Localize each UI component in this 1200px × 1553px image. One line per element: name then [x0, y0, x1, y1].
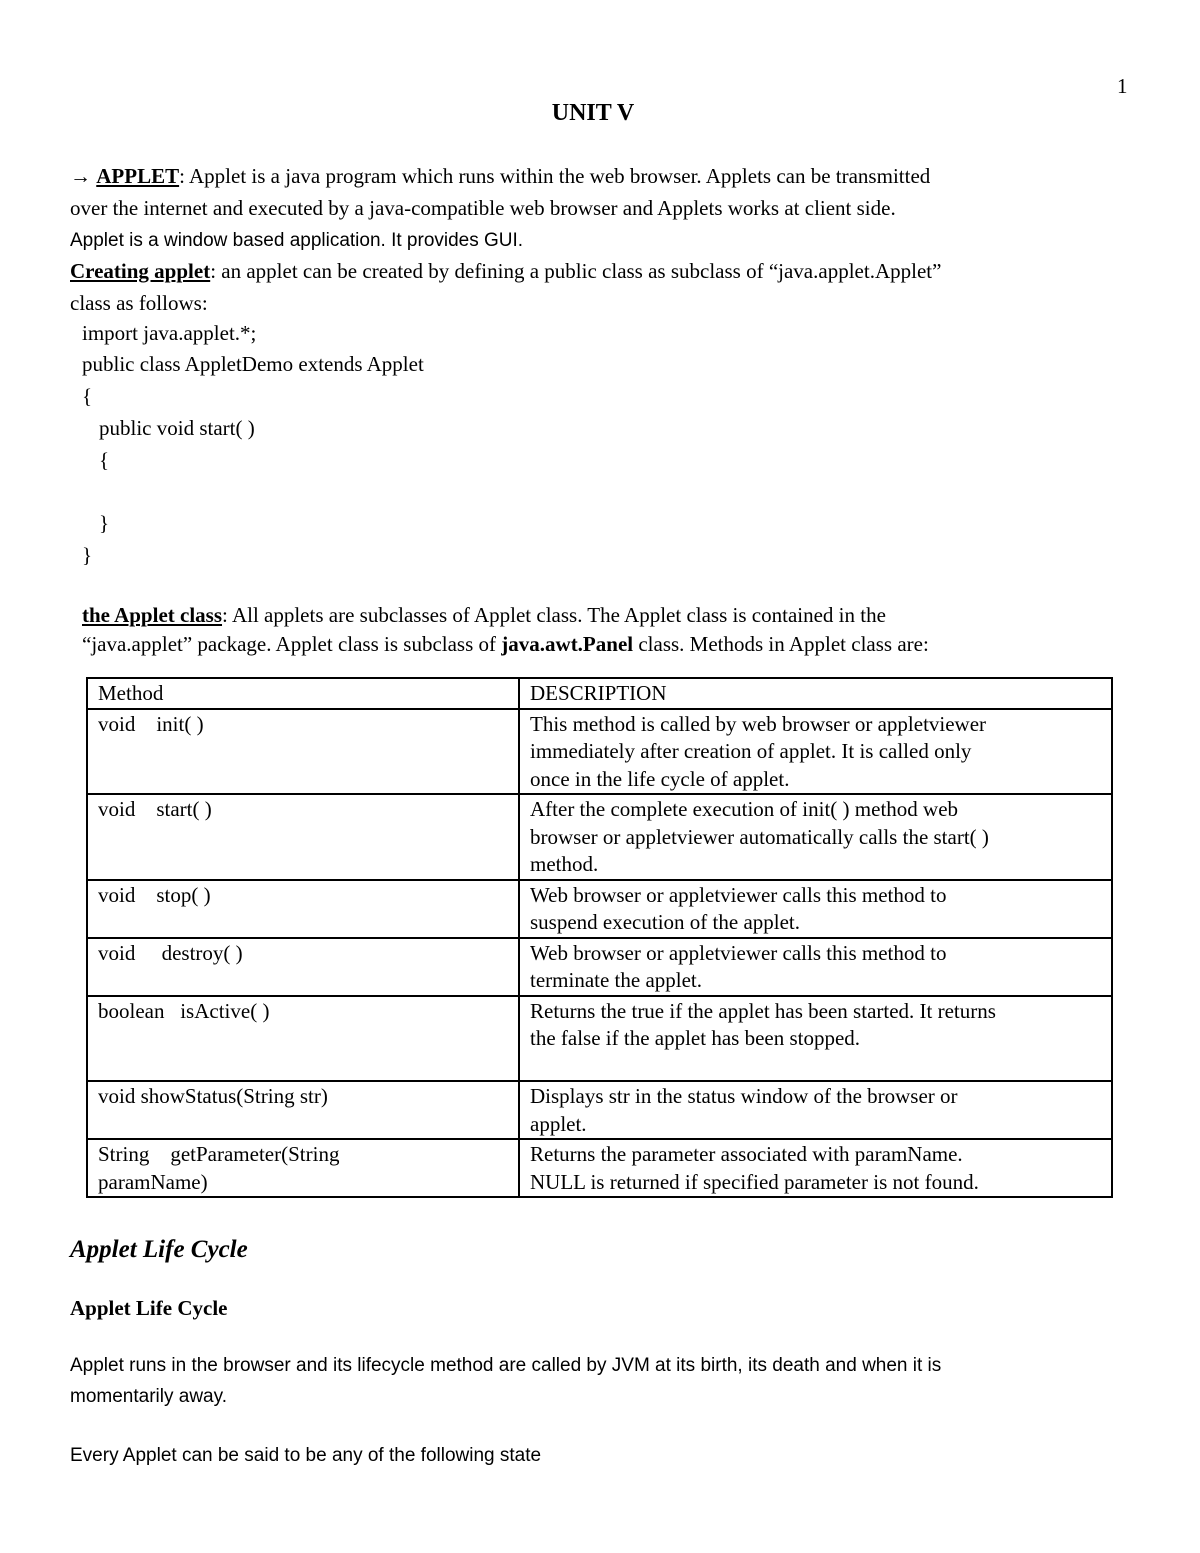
method-cell-line: void start( ): [98, 797, 212, 821]
description-cell-line: applet.: [530, 1111, 587, 1136]
method-cell: [87, 938, 519, 996]
table-row: [87, 996, 1112, 1082]
description-cell: [519, 996, 1112, 1082]
code-line: public class AppletDemo extends Applet: [82, 352, 424, 376]
description-cell-line: NULL is returned if specified parameter is not found.: [530, 1169, 979, 1194]
method-cell-line: paramName): [98, 1169, 208, 1194]
description-cell-line: immediately after creation of applet. It is called only: [530, 739, 972, 763]
lifecycle-line-1: Applet runs in the browser and its lifecycle method are called by JVM at its birth, its death and when it is: [70, 1355, 942, 1376]
states-intro: Every Applet can be said to be any of the following state: [70, 1445, 542, 1466]
code-line: {: [82, 384, 93, 408]
creating-applet-text: : an applet can be created by defining a public class as subclass of “java.applet.Applet”: [210, 259, 942, 283]
code-line: import java.applet.*;: [82, 321, 257, 345]
applet-class-term: the Applet class: [82, 603, 223, 627]
code-line: }: [82, 543, 93, 567]
method-cell-line: void stop( ): [98, 882, 211, 907]
method-cell: [87, 880, 519, 938]
method-cell-line: void init( ): [98, 711, 204, 736]
table-row: [87, 1139, 1112, 1197]
description-cell: [519, 1081, 1112, 1139]
panel-class-name: java.awt.Panel: [501, 632, 634, 656]
table-row: [87, 794, 1112, 880]
description-cell-line: Displays str in the status window of the browser or: [530, 1084, 958, 1108]
description-cell-line: Web browser or appletviewer calls this method to: [530, 940, 947, 965]
description-cell-line: once in the life cycle of applet.: [530, 766, 790, 791]
column-header-method: Method: [87, 678, 519, 709]
method-cell: [87, 1139, 519, 1197]
method-cell: [87, 709, 519, 795]
method-cell: [87, 794, 519, 880]
applet-class-line-2: [82, 629, 929, 660]
section-heading-bold: Applet Life Cycle: [70, 1296, 228, 1320]
description-cell-line: After the complete execution of init( ) method web: [530, 797, 959, 821]
arrow-icon: →: [70, 164, 91, 188]
methods-table: [86, 677, 1113, 1198]
creating-applet-term: Creating applet: [70, 259, 211, 283]
description-cell-line: the false if the applet has been stopped.: [530, 1026, 861, 1050]
description-cell-line: terminate the applet.: [530, 968, 703, 992]
description-cell-line: Returns the parameter associated with paramName.: [530, 1142, 963, 1166]
description-cell-line: [530, 1053, 1101, 1081]
column-header-description: DESCRIPTION: [519, 678, 1112, 709]
applet-definition: : Applet is a java program which runs within the web browser. Applets can be transmitted: [179, 164, 931, 188]
table-row: [87, 1081, 1112, 1139]
applet-class-text-b: class. Methods in Applet class are:: [633, 632, 929, 656]
creating-applet-line-1: [70, 256, 941, 287]
code-line: }: [99, 511, 110, 535]
code-line: public void start( ): [99, 416, 255, 440]
description-cell: [519, 709, 1112, 795]
table-row: [87, 709, 1112, 795]
description-cell: [519, 1139, 1112, 1197]
description-cell-line: This method is called by web browser or appletviewer: [530, 711, 987, 736]
applet-class-text-a: “java.applet” package. Applet class is subclass of: [82, 632, 502, 656]
method-cell-line: void destroy( ): [98, 940, 243, 965]
section-heading-italic: Applet Life Cycle: [70, 1236, 248, 1263]
description-cell-line: Returns the true if the applet has been started. It returns: [530, 998, 996, 1023]
creating-applet-line-2: class as follows:: [70, 291, 208, 315]
applet-term: APPLET: [96, 164, 180, 188]
method-cell-line: void showStatus(String str): [98, 1084, 328, 1108]
description-cell-line: browser or appletviewer automatically calls the start( ): [530, 824, 989, 849]
table-header-row: [87, 678, 1112, 709]
applet-intro-line-1: [70, 161, 930, 192]
description-cell-line: Web browser or appletviewer calls this method to: [530, 882, 947, 907]
code-line: {: [99, 448, 110, 472]
applet-intro-line-2: over the internet and executed by a java-compatible web browser and Applets works at client side.: [70, 196, 896, 220]
applet-intro-line-3: Applet is a window based application. It provides GUI.: [70, 230, 524, 251]
page-number: 1: [1117, 74, 1128, 98]
description-cell: [519, 880, 1112, 938]
method-cell-line: String getParameter(String: [98, 1142, 340, 1166]
description-cell: [519, 938, 1112, 996]
table-row: [87, 880, 1112, 938]
applet-class-text: : All applets are subclasses of Applet class. The Applet class is contained in the: [222, 603, 886, 627]
unit-title: UNIT V: [551, 100, 635, 126]
method-cell-line: boolean isActive( ): [98, 998, 270, 1023]
lifecycle-line-2: momentarily away.: [70, 1386, 227, 1407]
method-cell: [87, 996, 519, 1082]
description-cell: [519, 794, 1112, 880]
table-row: [87, 938, 1112, 996]
description-cell-line: suspend execution of the applet.: [530, 910, 801, 934]
applet-class-line-1: [82, 600, 886, 631]
description-cell-line: method.: [530, 852, 599, 876]
method-cell: [87, 1081, 519, 1139]
